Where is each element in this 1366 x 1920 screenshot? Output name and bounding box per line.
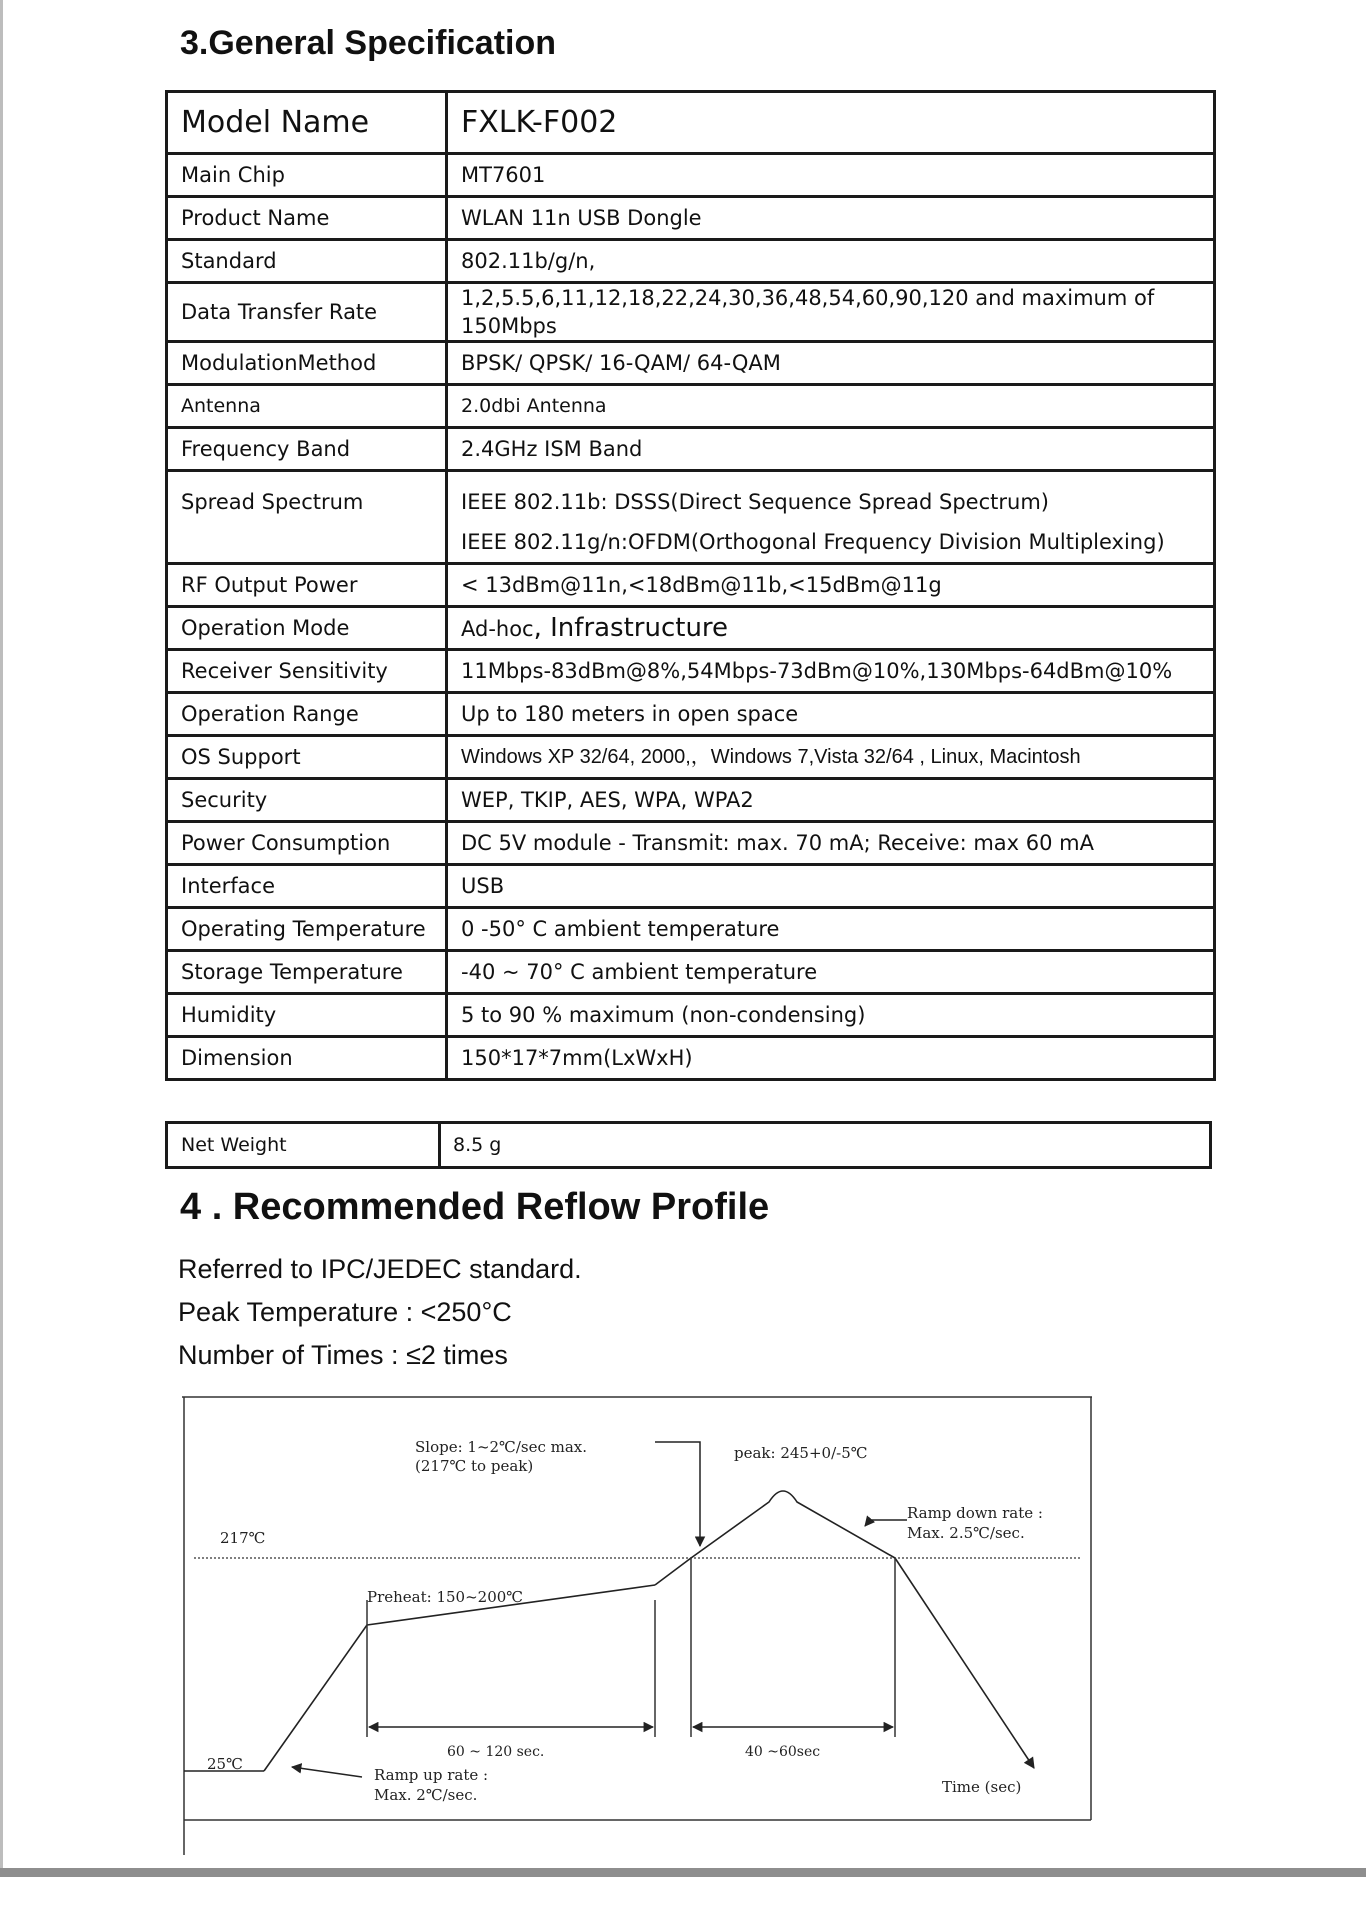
slope-pointer: [655, 1442, 700, 1546]
page-footer-bar: [0, 1868, 1366, 1877]
profile-peak: [691, 1491, 895, 1558]
peak-label: peak: 245+0/-5℃: [734, 1444, 868, 1462]
table-row: [167, 994, 1215, 1037]
table-row: [167, 908, 1215, 951]
spec-value: BPSK/ QPSK/ 16-QAM/ 64-QAM: [447, 342, 1215, 385]
spec-value: 11Mbps-83dBm@8%,54Mbps-73dBm@10%,130Mbps-64dBm@10%: [447, 650, 1215, 693]
ramp-down-label-2: Max. 2.5℃/sec.: [907, 1524, 1025, 1542]
left-margin-rule: [0, 0, 3, 1870]
spec-value: Up to 180 meters in open space: [447, 693, 1215, 736]
ramp-up-label-1: Ramp up rate :: [374, 1766, 489, 1784]
table-row: [167, 154, 1215, 197]
net-weight-value: 8.5 g: [453, 1134, 502, 1156]
table-row: [167, 564, 1215, 607]
spec-value: [447, 471, 1215, 564]
spec-label: Storage Temperature: [167, 951, 447, 994]
table-row: [167, 283, 1215, 342]
spec-label: OS Support: [167, 736, 447, 779]
spec-label: Product Name: [167, 197, 447, 240]
span-label-2: 40 ~60sec: [745, 1744, 821, 1760]
spec-label: Standard: [167, 240, 447, 283]
spec-value: DC 5V module - Transmit: max. 70 mA; Receive: max 60 mA: [447, 822, 1215, 865]
reflow-standard-text: Referred to IPC/JEDEC standard.: [178, 1254, 582, 1284]
spec-value: MT7601: [447, 154, 1215, 197]
spec-value: USB: [447, 865, 1215, 908]
span-label-1: 60 ~ 120 sec.: [447, 1744, 545, 1760]
table-row: [167, 693, 1215, 736]
spec-value: 5 to 90 % maximum (non-condensing): [447, 994, 1215, 1037]
spec-label: Receiver Sensitivity: [167, 650, 447, 693]
spec-label: ModulationMethod: [167, 342, 447, 385]
number-of-times-text: Number of Times : ≤2 times: [178, 1340, 508, 1370]
table-row: [167, 428, 1215, 471]
spec-value: WEP, TKIP, AES, WPA, WPA2: [447, 779, 1215, 822]
spec-value: 0 -50° C ambient temperature: [447, 908, 1215, 951]
table-row: [167, 385, 1215, 428]
spec-label: Data Transfer Rate: [167, 283, 447, 342]
spec-value: WLAN 11n USB Dongle: [447, 197, 1215, 240]
table-row: [167, 650, 1215, 693]
table-row: [167, 865, 1215, 908]
spec-label: Operation Mode: [167, 607, 447, 650]
profile-segment: [655, 1558, 691, 1585]
table-row: [167, 779, 1215, 822]
x-axis-label: Time (sec): [942, 1778, 1022, 1796]
section-4-title: 4 . Recommended Reflow Profile: [180, 1186, 770, 1228]
spec-label: RF Output Power: [167, 564, 447, 607]
label-25c: 25℃: [207, 1755, 243, 1773]
profile-segment: [264, 1625, 367, 1771]
table-row: [167, 951, 1215, 994]
table-row: [167, 822, 1215, 865]
spec-value-part: Ad-hoc: [461, 616, 534, 641]
spec-label: Antenna: [167, 385, 447, 428]
table-row: [167, 1037, 1215, 1080]
spec-label: Dimension: [167, 1037, 447, 1080]
spec-label: Operating Temperature: [167, 908, 447, 951]
spec-label: Power Consumption: [167, 822, 447, 865]
spec-value-line-1: IEEE 802.11b: DSSS(Direct Sequence Spread Spectrum): [461, 490, 1049, 514]
spec-value-line-2: IEEE 802.11g/n:OFDM(Orthogonal Frequency Division Multiplexing): [461, 530, 1165, 554]
spec-value: -40 ~ 70° C ambient temperature: [447, 951, 1215, 994]
spec-value: < 13dBm@11n,<18dBm@11b,<15dBm@11g: [447, 564, 1215, 607]
table-row-model: [167, 92, 1215, 154]
spec-label: Security: [167, 779, 447, 822]
spec-value: Windows XP 32/64, 2000,，Windows 7,Vista 32/64 , Linux, Macintosh: [447, 736, 1215, 779]
ramp-up-pointer: [292, 1767, 362, 1777]
slope-label-1: Slope: 1~2℃/sec max.: [415, 1438, 588, 1456]
general-spec-table: [165, 90, 1216, 1081]
table-row: [167, 197, 1215, 240]
spec-value: 2.0dbi Antenna: [447, 385, 1215, 428]
preheat-label: Preheat: 150~200℃: [367, 1588, 524, 1606]
spec-value: 2.4GHz ISM Band: [447, 428, 1215, 471]
spec-label: Main Chip: [167, 154, 447, 197]
reflow-profile-chart: [182, 1395, 1092, 1855]
net-weight-row: [165, 1121, 1212, 1169]
table-row: [167, 342, 1215, 385]
table-row: [167, 240, 1215, 283]
section-3-title: 3.General Specification: [180, 24, 557, 62]
spec-label: Humidity: [167, 994, 447, 1037]
slope-label-2: (217℃ to peak): [415, 1457, 534, 1475]
peak-temperature-text: Peak Temperature : <250°C: [178, 1297, 512, 1327]
spec-value-part-2: , Infrastructure: [533, 612, 729, 643]
spec-value: 150*17*7mm(LxWxH): [447, 1037, 1215, 1080]
net-weight-label: Net Weight: [181, 1134, 287, 1156]
model-name-value: FXLK-F002: [447, 92, 1215, 154]
ramp-up-label-2: Max. 2℃/sec.: [374, 1786, 478, 1804]
spec-value: [447, 607, 1215, 650]
model-name-label: Model Name: [167, 92, 447, 154]
spec-label: Spread Spectrum: [167, 471, 447, 564]
label-217c: 217℃: [220, 1529, 266, 1547]
profile-segment: [895, 1558, 1034, 1768]
ramp-down-pointer: [865, 1520, 907, 1526]
spec-label: Frequency Band: [167, 428, 447, 471]
spec-label: Interface: [167, 865, 447, 908]
net-weight-divider: [438, 1124, 441, 1166]
ramp-down-label-1: Ramp down rate :: [907, 1504, 1043, 1522]
spec-label: Operation Range: [167, 693, 447, 736]
spec-value: 802.11b/g/n,: [447, 240, 1215, 283]
spec-value: 1,2,5.5,6,11,12,18,22,24,30,36,48,54,60,90,120 and maximum of 150Mbps: [447, 283, 1215, 342]
table-row-spread-spectrum: [167, 471, 1215, 564]
table-row: [167, 736, 1215, 779]
table-row-operation-mode: [167, 607, 1215, 650]
